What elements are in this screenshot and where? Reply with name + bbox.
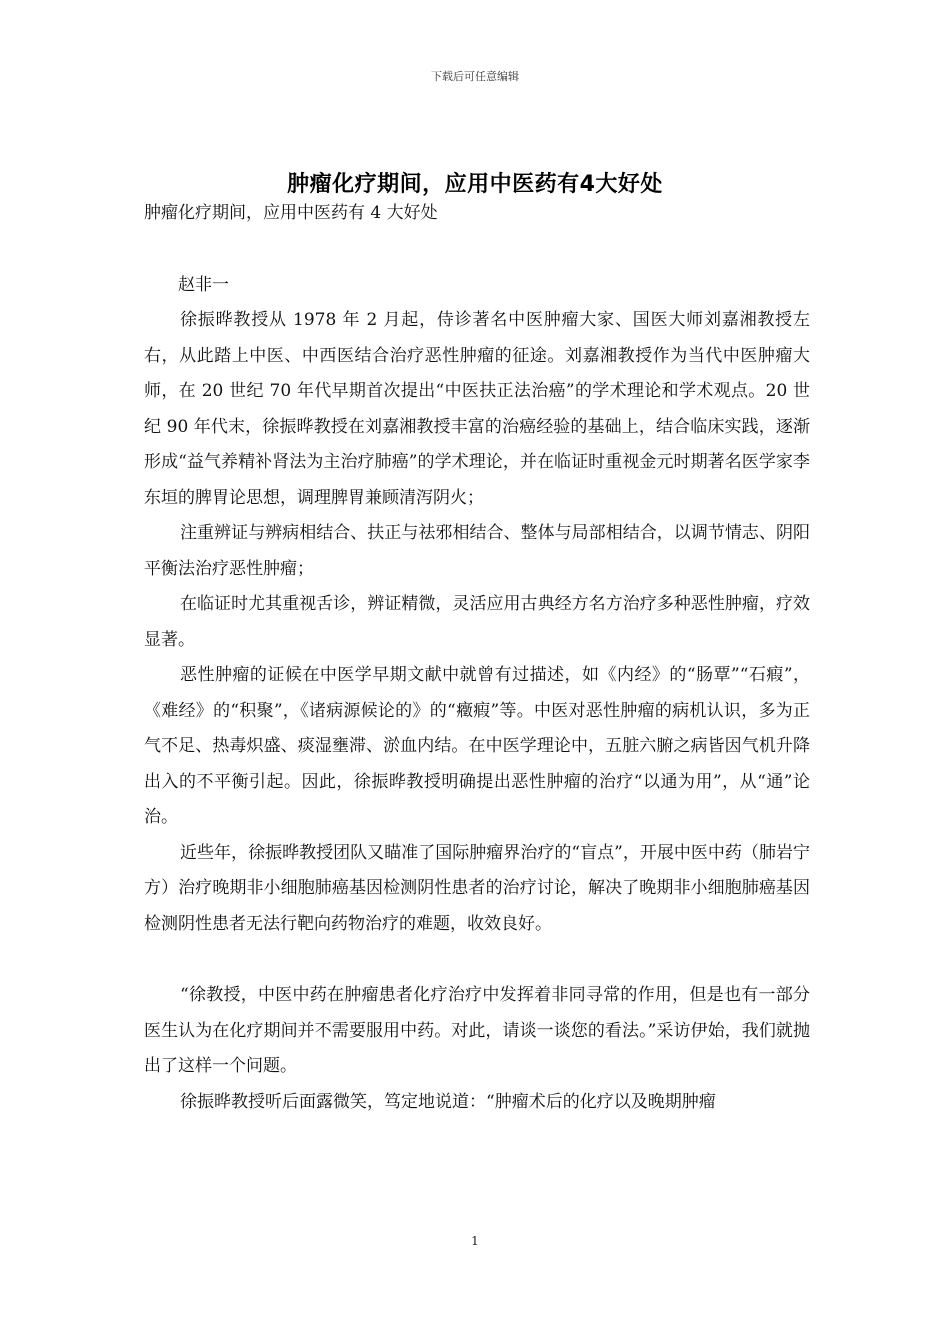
body-paragraph-5: 近些年，徐振晔教授团队又瞄准了国际肿瘤界治疗的“盲点”，开展中医中药（肺岩宁方）治疗晚期非小细胞肺癌基因检测阴性患者的治疗讨论，解决了晚期非小细胞肺癌基因检测阴性患者无法行靶向药物治疗的难题，收效良好。 [144, 842, 810, 934]
document-title: 肿瘤化疗期间，应用中医药有4大好处 [287, 171, 663, 197]
page-number: 1 [471, 1234, 479, 1248]
document-subtitle: 肿瘤化疗期间，应用中医药有 4 大好处 [144, 203, 438, 223]
body-paragraph-2: 注重辨证与辨病相结合、扶正与祛邪相结合、整体与局部相结合，以调节情志、阴阳平衡法治疗恶性肿瘤； [144, 523, 810, 579]
body-paragraph-3: 在临证时尤其重视舌诊，辨证精微，灵活应用古典经方名方治疗多种恶性肿瘤，疗效显著。 [144, 594, 810, 650]
body-paragraph-6: “徐教授，中医中药在肿瘤患者化疗治疗中发挥着非同寻常的作用，但是也有一部分医生认为在化疗期间并不需要服用中药。对此，请谈一谈您的看法。”采访伊始，我们就抛出了这样一个问题。 [144, 985, 810, 1076]
body-paragraph-7: 徐振晔教授听后面露微笑，笃定地说道：“肿瘤术后的化疗以及晚期肿瘤 [180, 1091, 716, 1112]
body-paragraph-4: 恶性肿瘤的证候在中医学早期文献中就曾有过描述，如《内经》的“肠覃”“石瘕”，《难经》的“积聚”，《诸病源候论的》的“癥瘕”等。中医对恶性肿瘤的病机认识，多为正气不足、热毒炽盛、痰湿壅滞、淤血内结。在中医学理论中，五脏六腑之病皆因气机升降出入的不平衡引起。因此，徐振晔教授明确提出恶性肿瘤的治疗“以通为用”，从“通”论治。 [144, 665, 810, 827]
page-header-note: 下载后可任意编辑 [431, 70, 519, 83]
body-paragraph-1: 徐振晔教授从 1978 年 2 月起，侍诊著名中医肿瘤大家、国医大师刘嘉湘教授左右，从此踏上中医、中西医结合治疗恶性肿瘤的征途。刘嘉湘教授作为当代中医肿瘤大师，在 20 世纪 70 年代早期首次提出“中医扶正法治癌”的学术理论和学术观点。20 世纪 90 年代末，徐振晔教授在刘嘉湘教授丰富的治癌经验的基础上，结合临床实践，逐渐形成“益气养精补肾法为主治疗肺癌”的学术理论，并在临证时重视金元时期著名医学家李东垣的脾胃论思想，调理脾胃兼顾清泻阴火； [144, 310, 810, 508]
document-body [144, 196, 810, 1120]
author-name: 赵非一 [178, 274, 229, 295]
